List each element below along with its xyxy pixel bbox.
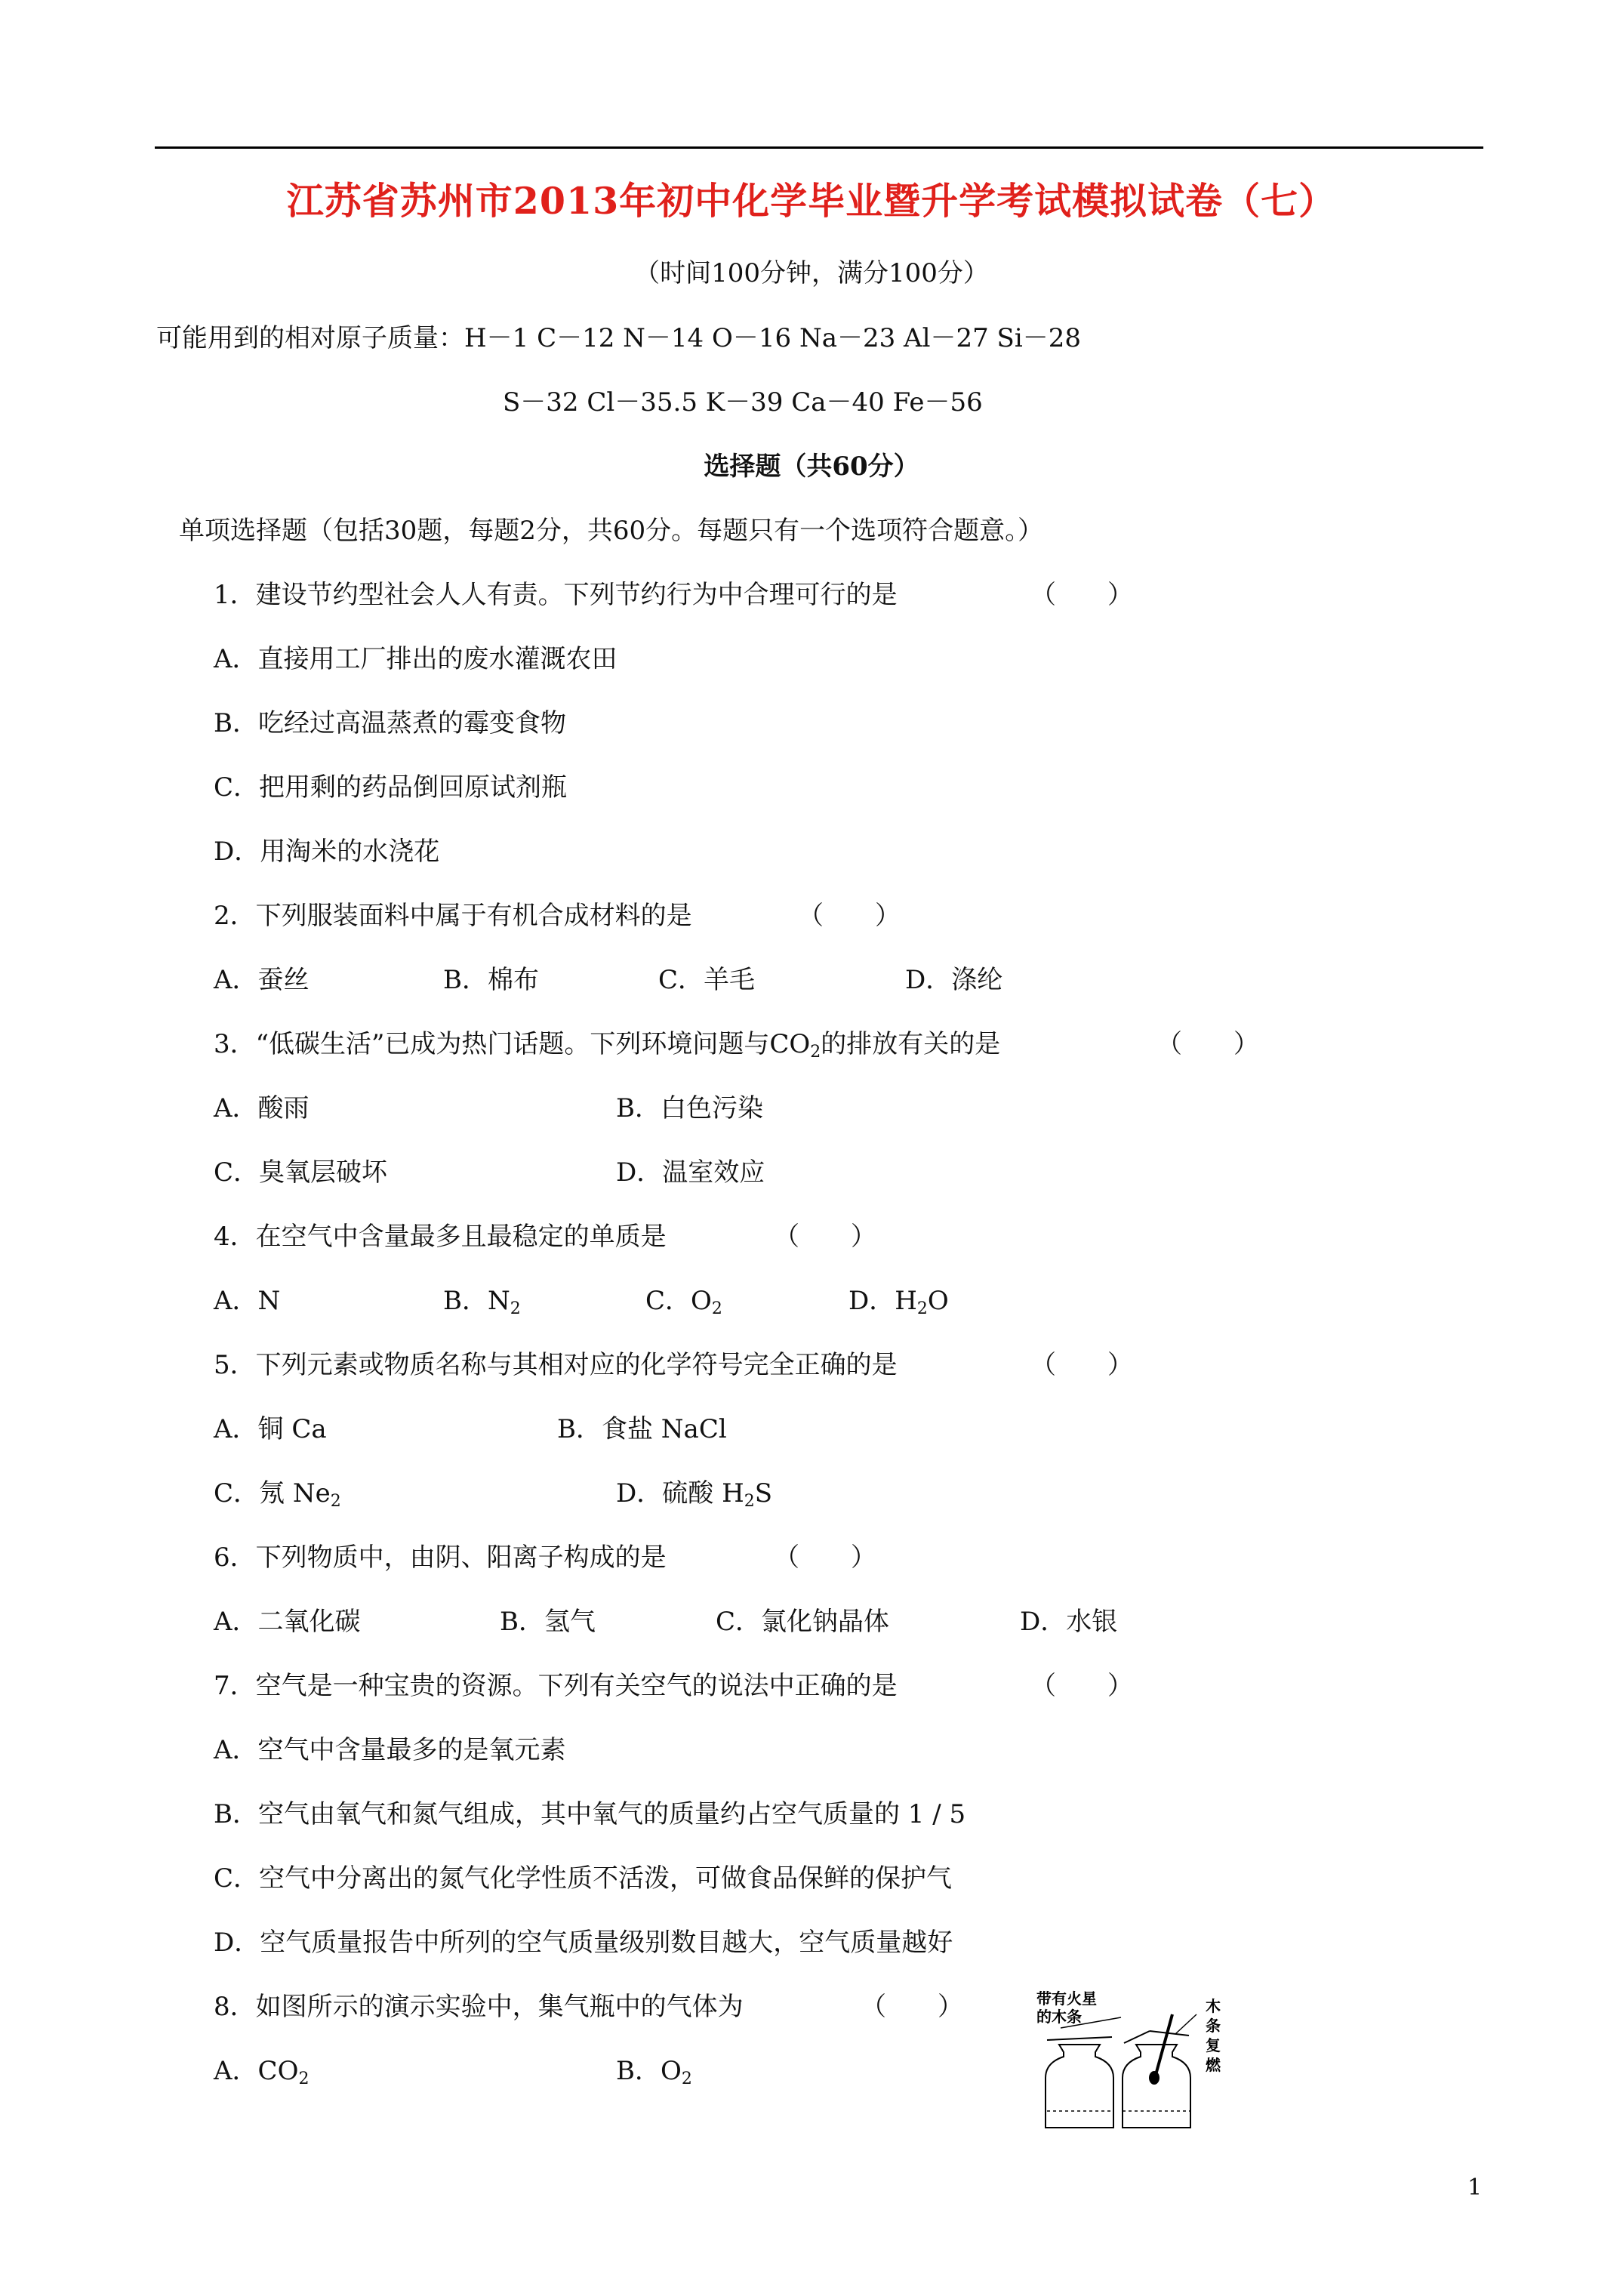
question-1-blank: （ ）	[1030, 580, 1133, 610]
question-3-option-d: D．温室效应	[616, 1157, 765, 1188]
experiment-figure	[1015, 1984, 1234, 2135]
question-7-option-b: B．空气由氧气和氮气组成，其中氧气的质量约占空气质量的 1 / 5	[214, 1799, 966, 1829]
question-8-stem: 8．如图所示的演示实验中，集气瓶中的气体为	[214, 1992, 744, 2022]
question-7-option-d: D．空气质量报告中所列的空气质量级别数目越大，空气质量越好	[214, 1928, 953, 1958]
question-8-blank: （ ）	[861, 1992, 963, 2022]
question-7-option-c: C．空气中分离出的氮气化学性质不活泼，可做食品保鲜的保护气	[214, 1863, 953, 1894]
question-4-stem: 4．在空气中含量最多且最稳定的单质是	[214, 1222, 667, 1252]
page-title: 江苏省苏州市2013年初中化学毕业暨升学考试模拟试卷（七）	[286, 179, 1337, 223]
question-3-option-c: C．臭氧层破坏	[214, 1157, 388, 1188]
question-5-blank: （ ）	[1030, 1350, 1133, 1380]
page-number: 1	[1467, 2174, 1483, 2201]
question-7-stem: 7．空气是一种宝贵的资源。下列有关空气的说法中正确的是	[214, 1671, 898, 1701]
question-2-option-a: A．蚕丝	[214, 965, 310, 995]
question-4-option-b: B．$N_2$	[443, 1286, 521, 1318]
gas-jar-diagram	[1015, 1984, 1234, 2135]
question-5-option-c: C．氖 $Ne_2$	[214, 1478, 341, 1511]
question-4-option-a: A．N	[214, 1286, 281, 1316]
question-2-option-d: D．涤纶	[905, 965, 1003, 995]
time-note: （时间100分钟，满分100分）	[634, 258, 989, 288]
question-1-stem: 1．建设节约型社会人人有责。下列节约行为中合理可行的是	[214, 580, 898, 610]
question-7-blank: （ ）	[1030, 1671, 1133, 1701]
question-4-option-c: C．$O_2$	[645, 1286, 722, 1318]
question-2-stem: 2．下列服装面料中属于有机合成材料的是	[214, 901, 692, 931]
question-5-option-b: B．食盐 NaCl	[557, 1414, 727, 1444]
question-3-option-a: A．酸雨	[214, 1093, 310, 1123]
figure-label-left-2: 的木条	[1036, 2009, 1082, 2026]
reignite-pointer-line	[1175, 2014, 1196, 2034]
figure-label-left-1: 带有火星	[1036, 1991, 1097, 2008]
question-2-option-b: B．棉布	[443, 965, 539, 995]
atomic-masses-line-2: S－32 Cl－35.5 K－39 Ca－40 Fe－56	[503, 387, 983, 418]
question-5-stem: 5．下列元素或物质名称与其相对应的化学符号完全正确的是	[214, 1350, 898, 1380]
splint-flame	[1149, 2071, 1160, 2085]
figure-label-right-1: 木	[1206, 1999, 1221, 2015]
glass-plate-left	[1047, 2037, 1112, 2040]
question-3-blank: （ ）	[1156, 1029, 1259, 1059]
gas-jar-left	[1046, 2045, 1113, 2128]
question-6-blank: （ ）	[774, 1542, 876, 1573]
question-1-option-a: A．直接用工厂排出的废水灌溉农田	[214, 644, 617, 674]
glass-plate-right-a	[1124, 2031, 1150, 2043]
figure-label-right-3: 复	[1206, 2038, 1221, 2054]
figure-label-right-2: 条	[1206, 2018, 1221, 2035]
header-rule	[155, 146, 1483, 149]
atomic-masses-line-1: 可能用到的相对原子质量：H－1 C－12 N－14 O－16 Na－23 Al－27 Si－28	[156, 323, 1081, 353]
question-5-option-d: D．硫酸 $H_2S$	[616, 1478, 773, 1511]
section-instructions: 单项选择题（包括30题，每题2分，共60分。每题只有一个选项符合题意。）	[179, 516, 1044, 546]
question-3-stem: 3．“低碳生活”已成为热门话题。下列环境问题与$CO_2$的排放有关的是	[214, 1029, 1001, 1062]
question-2-option-c: C．羊毛	[658, 965, 756, 995]
question-2-blank: （ ）	[798, 901, 901, 931]
figure-label-right-4: 燃	[1206, 2057, 1221, 2074]
question-6-option-c: C．氯化钠晶体	[716, 1607, 890, 1637]
question-1-option-d: D．用淘米的水浇花	[214, 837, 440, 867]
question-4-blank: （ ）	[774, 1222, 876, 1252]
gas-jar-right	[1123, 2045, 1190, 2128]
question-4-option-d: D．$H_2O$	[848, 1286, 949, 1318]
question-6-option-d: D．水银	[1020, 1607, 1118, 1637]
glass-plate-right-b	[1150, 2031, 1189, 2036]
question-6-option-a: A．二氧化碳	[214, 1607, 361, 1637]
question-7-option-a: A．空气中含量最多的是氧元素	[214, 1735, 566, 1765]
question-1-option-b: B．吃经过高温蒸煮的霉变食物	[214, 708, 566, 738]
question-3-option-b: B．白色污染	[616, 1093, 763, 1123]
question-8-option-a: A．$CO_2$	[214, 2056, 310, 2088]
question-1-option-c: C．把用剩的药品倒回原试剂瓶	[214, 772, 568, 803]
section-title: 选择题（共60分）	[704, 451, 919, 482]
question-6-stem: 6．下列物质中，由阴、阳离子构成的是	[214, 1542, 667, 1573]
question-8-option-b: B．$O_2$	[616, 2056, 692, 2088]
question-6-option-b: B．氢气	[500, 1607, 596, 1637]
question-5-option-a: A．铜 Ca	[214, 1414, 327, 1444]
